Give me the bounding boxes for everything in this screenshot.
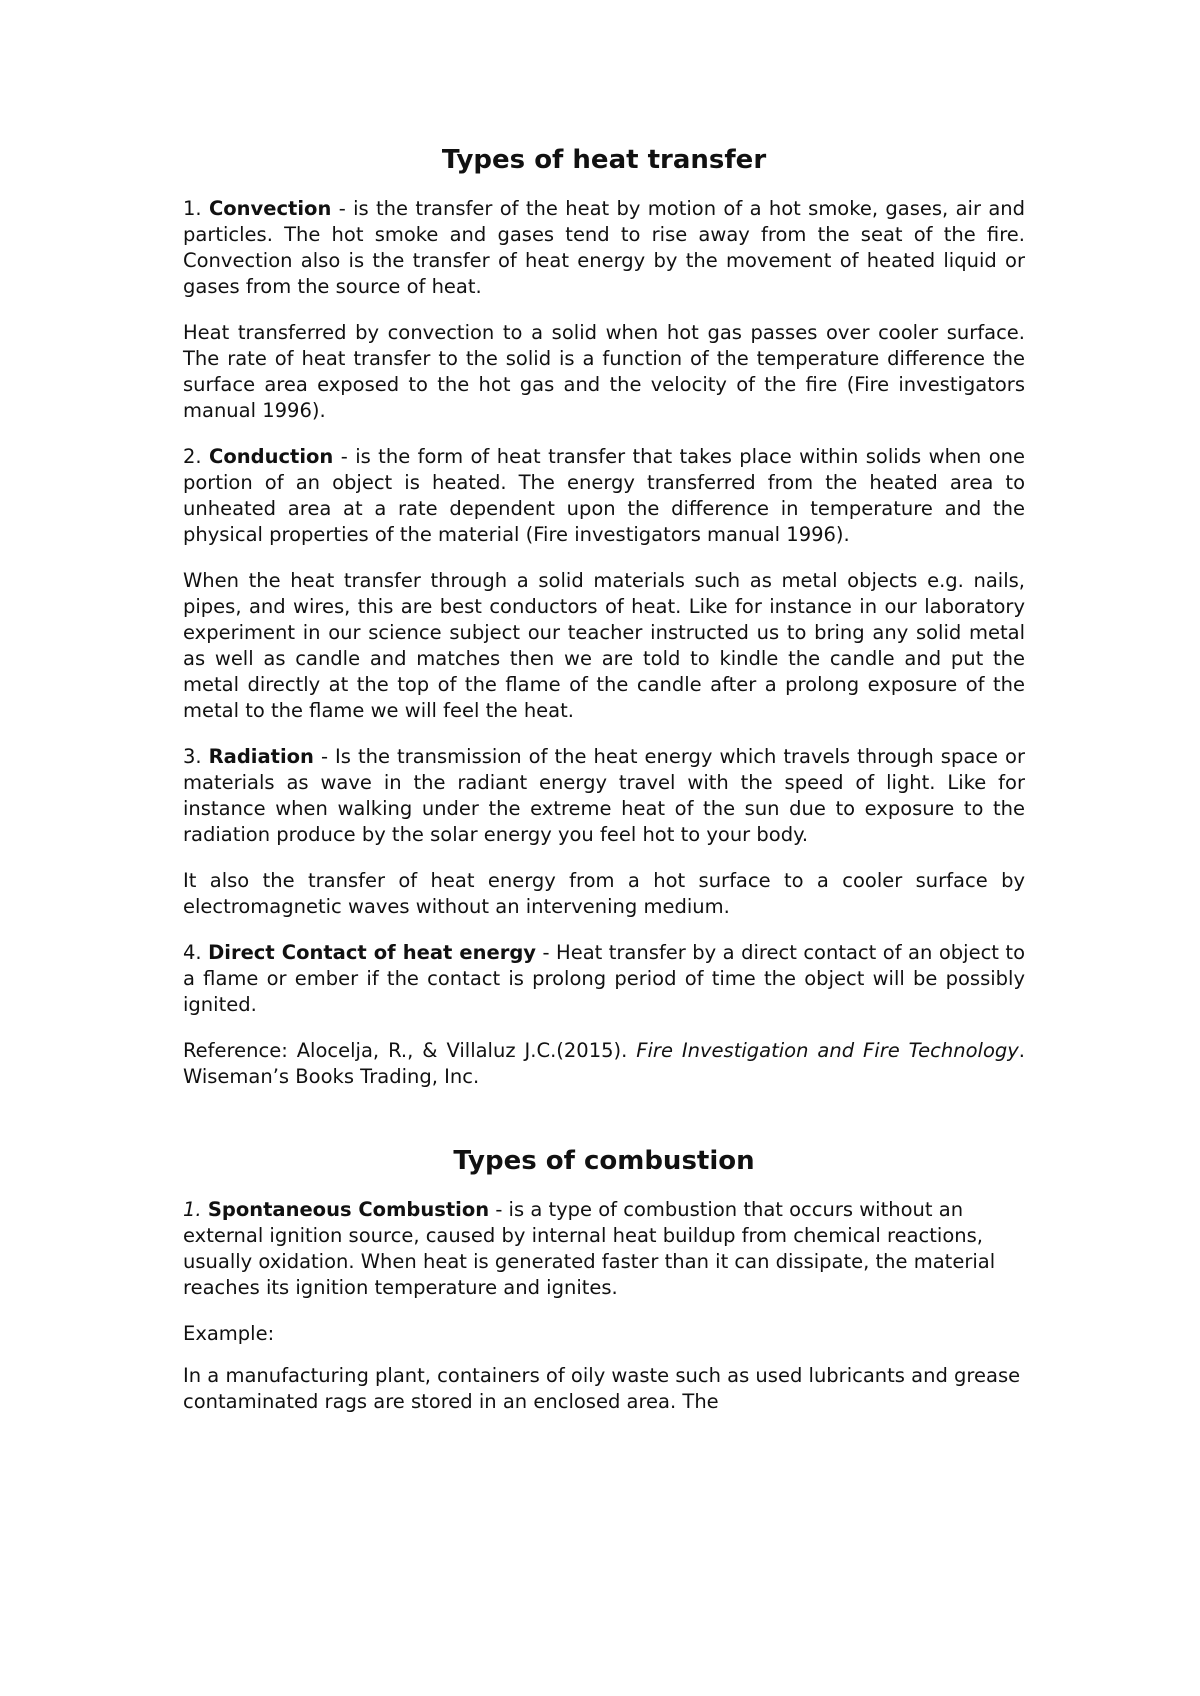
item-number: 2. (183, 445, 210, 468)
radiation-paragraph (183, 744, 1025, 848)
item-number: 3. (183, 745, 209, 768)
heading-types-of-combustion: Types of combustion (453, 1146, 755, 1176)
example-label: Example: (183, 1322, 275, 1345)
definition-text: - Heat transfer by a direct contact of an object to a flame or ember if the contact is prolong period of time the object will be possibly ignited. (183, 941, 1026, 1016)
reference-prefix: Reference: Alocelja, R., & Villaluz J.C.(2015). (183, 1039, 637, 1062)
item-number: 1. (183, 197, 209, 220)
example-paragraph: In a manufacturing plant, containers of oily waste such as used lubricants and grease contaminated rags are stored in an enclosed area. The (183, 1364, 1021, 1413)
definition-text: - Is the transmission of the heat energy which travels through space or materials as wave in the radiant energy travel with the speed of light. Like for instance when walking under the extreme heat of the sun due to exposure to the radiation produce by the solar energy you feel hot to your body. (183, 745, 1025, 846)
reference-suffix: . Wiseman’s Books Trading, Inc. (183, 1039, 1025, 1088)
term-spontaneous-combustion: Spontaneous Combustion (207, 1198, 490, 1221)
radiation-detail-paragraph: It also the transfer of heat energy from a hot surface to a cooler surface by electromagnetic waves without an intervening medium. (183, 869, 1025, 918)
convection-detail-paragraph: Heat transferred by convection to a solid when hot gas passes over cooler surface. The rate of heat transfer to the solid is a function of the temperature difference the surface area exposed to the hot gas and the velocity of the fire (Fire investigators manual 1996). (183, 321, 1025, 422)
conduction-paragraph (183, 444, 1025, 548)
conduction-detail-paragraph: When the heat transfer through a solid materials such as metal objects e.g. nails, pipes, and wires, this are best conductors of heat. Like for instance in our laboratory experiment in our science subject our teacher instructed us to bring any solid metal as well as candle and matches then we are told to kindle the candle and put the metal directly at the top of the flame of the candle after a prolong exposure of the metal to the flame we will feel the heat. (183, 569, 1025, 722)
convection-paragraph (183, 196, 1025, 300)
term-radiation: Radiation (208, 745, 314, 768)
term-direct-contact: Direct Contact of heat energy (208, 941, 537, 964)
reference-book-title: Fire Investigation and Fire Technology (636, 1039, 1019, 1062)
document-body (183, 143, 1025, 1435)
direct-contact-paragraph (183, 940, 1025, 1018)
reference-paragraph (183, 1038, 1025, 1090)
spontaneous-combustion-paragraph (183, 1197, 1025, 1301)
item-number: 4. (183, 941, 209, 964)
term-convection: Convection (208, 197, 332, 220)
heading-types-of-heat-transfer: Types of heat transfer (441, 145, 767, 175)
definition-text: - is the transfer of the heat by motion of a hot smoke, gases, air and particles. The hot smoke and gases tend to rise away from the seat of the fire. Convection also is the transfer of heat energy by the movement of heated liquid or gases from the source of heat. (183, 197, 1026, 298)
definition-text: - is a type of combustion that occurs without an external ignition source, caused by internal heat buildup from chemical reactions, usually oxidation. When heat is generated faster than it can dissipate, the material reaches its ignition temperature and ignites. (183, 1198, 996, 1299)
definition-text: - is the form of heat transfer that takes place within solids when one portion of an object is heated. The energy transferred from the heated area to unheated area at a rate dependent upon the difference in temperature and the physical properties of the material (Fire investigators manual 1996). (183, 445, 1025, 546)
item-number: 1. (183, 1198, 208, 1221)
term-conduction: Conduction (209, 445, 334, 468)
